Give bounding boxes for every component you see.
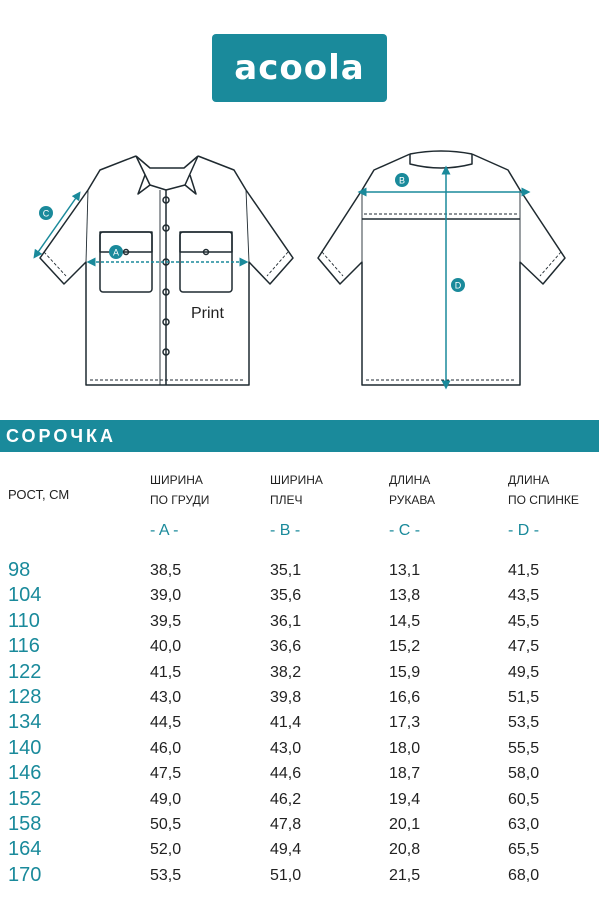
cell-chest: 50,5	[150, 815, 182, 833]
cell-back-length: 58,0	[508, 765, 540, 783]
column-letter-a: - A -	[150, 522, 179, 539]
cell-shoulders: 43,0	[270, 739, 302, 757]
cell-chest: 41,5	[150, 663, 182, 681]
table-row	[0, 837, 599, 862]
cell-sleeve: 19,4	[389, 790, 421, 808]
cell-shoulders: 39,8	[270, 688, 302, 706]
column-header-line1: ШИРИНА	[270, 473, 323, 487]
table-row	[0, 710, 599, 735]
table-row	[0, 863, 599, 888]
cell-shoulders: 35,6	[270, 587, 302, 605]
cell-back-length: 60,5	[508, 790, 540, 808]
column-header-line2: ПО СПИНКЕ	[508, 493, 579, 507]
table-row	[0, 558, 599, 583]
column-header-line2: РУКАВА	[389, 493, 435, 507]
cell-back-length: 65,5	[508, 841, 540, 859]
marker-c-label: C	[42, 208, 50, 219]
row-height: 152	[8, 787, 42, 810]
cell-shoulders: 36,1	[270, 612, 302, 630]
cell-shoulders: 41,4	[270, 714, 302, 732]
cell-back-length: 47,5	[508, 638, 540, 656]
print-label: Print	[191, 305, 224, 322]
column-header-sleeve	[389, 470, 435, 510]
cell-chest: 39,0	[150, 587, 182, 605]
cell-shoulders: 51,0	[270, 866, 302, 884]
table-row	[0, 787, 599, 812]
cell-shoulders: 36,6	[270, 638, 302, 656]
marker-d-label: D	[454, 280, 462, 291]
cell-back-length: 53,5	[508, 714, 540, 732]
cell-shoulders: 38,2	[270, 663, 302, 681]
cell-shoulders: 44,6	[270, 765, 302, 783]
cell-back-length: 51,5	[508, 688, 540, 706]
cell-back-length: 43,5	[508, 587, 540, 605]
cell-chest: 46,0	[150, 739, 182, 757]
column-header-shoulders	[270, 470, 323, 510]
cell-sleeve: 15,2	[389, 638, 421, 656]
row-height: 140	[8, 736, 42, 759]
cell-chest: 40,0	[150, 638, 182, 656]
column-header-line1: ДЛИНА	[389, 473, 431, 487]
column-header-line1: ДЛИНА	[508, 473, 550, 487]
column-header-back-length	[508, 470, 579, 510]
cell-back-length: 45,5	[508, 612, 540, 630]
cell-chest: 49,0	[150, 790, 182, 808]
table-row	[0, 685, 599, 710]
cell-chest: 39,5	[150, 612, 182, 630]
row-height: 110	[8, 609, 40, 632]
row-height: 98	[8, 559, 31, 581]
cell-chest: 52,0	[150, 841, 182, 859]
row-height: 158	[8, 812, 42, 835]
column-letter-d: - D -	[508, 522, 540, 539]
row-height: 164	[8, 838, 42, 861]
cell-sleeve: 15,9	[389, 663, 421, 681]
cell-chest: 53,5	[150, 866, 182, 884]
cell-chest: 38,5	[150, 562, 182, 579]
cell-back-length: 68,0	[508, 866, 540, 884]
section-banner	[0, 420, 599, 452]
cell-chest: 44,5	[150, 714, 182, 732]
cell-chest: 43,0	[150, 688, 182, 706]
cell-shoulders: 49,4	[270, 841, 302, 859]
column-letter-c: - C -	[389, 522, 421, 539]
cell-sleeve: 13,8	[389, 587, 421, 605]
table-row	[0, 660, 599, 685]
table-row	[0, 583, 599, 608]
row-height: 170	[8, 863, 42, 886]
cell-sleeve: 14,5	[389, 612, 421, 630]
row-header: РОСТ, СМ	[8, 487, 70, 502]
section-title: СОРОЧКА	[6, 426, 116, 446]
cell-sleeve: 16,6	[389, 688, 421, 706]
table-row	[0, 634, 599, 659]
cell-shoulders: 46,2	[270, 790, 302, 808]
table-row	[0, 761, 599, 786]
cell-sleeve: 20,1	[389, 815, 421, 833]
table-row	[0, 812, 599, 837]
marker-b-label: B	[398, 175, 406, 186]
cell-sleeve: 13,1	[389, 562, 421, 579]
shirt-back	[318, 151, 565, 385]
row-height: 128	[8, 685, 42, 708]
shirt-technical-drawing	[0, 120, 599, 410]
cell-sleeve: 18,0	[389, 739, 421, 757]
row-height: 134	[8, 711, 42, 734]
cell-back-length: 55,5	[508, 739, 540, 757]
table-row	[0, 736, 599, 761]
row-height: 146	[8, 762, 42, 785]
table-row	[0, 609, 599, 634]
cell-shoulders: 47,8	[270, 815, 302, 833]
cell-sleeve: 18,7	[389, 765, 421, 783]
cell-back-length: 41,5	[508, 562, 540, 579]
cell-sleeve: 21,5	[389, 866, 421, 884]
column-header-chest	[150, 470, 209, 510]
column-header-line1: ШИРИНА	[150, 473, 203, 487]
brand-logo	[212, 34, 387, 102]
size-table	[0, 558, 599, 888]
row-height: 116	[8, 635, 40, 658]
cell-back-length: 63,0	[508, 815, 540, 833]
cell-back-length: 49,5	[508, 663, 540, 681]
column-header-line2: ПЛЕЧ	[270, 493, 303, 507]
shirt-front	[40, 156, 293, 385]
dimension-c-line	[36, 195, 78, 255]
cell-chest: 47,5	[150, 765, 182, 783]
row-height: 122	[8, 660, 42, 683]
logo-text: acoola	[234, 48, 365, 88]
cell-sleeve: 20,8	[389, 841, 421, 859]
cell-sleeve: 17,3	[389, 714, 421, 732]
column-letter-b: - B -	[270, 522, 301, 539]
marker-a-label: A	[112, 247, 120, 258]
column-header-line2: ПО ГРУДИ	[150, 493, 210, 507]
cell-shoulders: 35,1	[270, 562, 302, 579]
row-height: 104	[8, 584, 42, 607]
